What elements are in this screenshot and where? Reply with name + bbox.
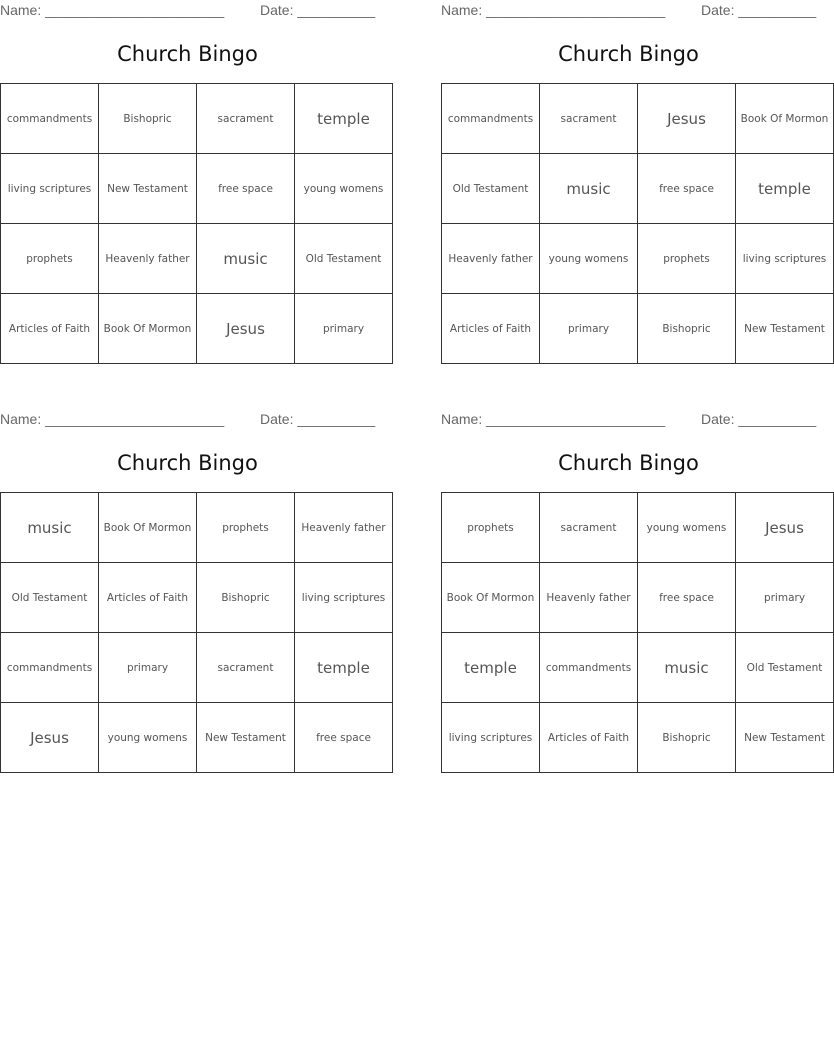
bingo-cell: living scriptures [736, 224, 834, 294]
grid-row [442, 563, 834, 633]
date-field-label: Date: __________ [701, 411, 817, 427]
bingo-cell: New Testament [736, 294, 834, 364]
bingo-cell: free space [295, 703, 393, 773]
bingo-cell: primary [99, 633, 197, 703]
bingo-cell: Old Testament [442, 154, 540, 224]
grid-row [1, 633, 393, 703]
bingo-cell: young womens [295, 154, 393, 224]
bingo-cell: prophets [1, 224, 99, 294]
grid-row [442, 493, 834, 563]
card-title: Church Bingo [117, 451, 258, 475]
bingo-cell: free space [638, 154, 736, 224]
bingo-cell: Book Of Mormon [736, 84, 834, 154]
bingo-cell: primary [540, 294, 638, 364]
grid-row [442, 224, 834, 294]
bingo-grid [441, 83, 834, 364]
bingo-card-2 [441, 0, 829, 365]
bingo-cell: free space [638, 563, 736, 633]
grid-row [1, 224, 393, 294]
bingo-cell: Book Of Mormon [99, 294, 197, 364]
name-date-row [441, 409, 816, 431]
bingo-card-1 [0, 0, 384, 365]
bingo-cell: prophets [638, 224, 736, 294]
grid-row [1, 154, 393, 224]
bingo-grid [0, 492, 393, 773]
bingo-cell: Old Testament [736, 633, 834, 703]
name-field-label: Name: _______________________ [0, 2, 225, 18]
bingo-cell: Articles of Faith [442, 294, 540, 364]
bingo-cell: Articles of Faith [99, 563, 197, 633]
bingo-cell: Book Of Mormon [442, 563, 540, 633]
bingo-card-3 [0, 409, 386, 774]
bingo-cell: music [540, 154, 638, 224]
bingo-cell: living scriptures [1, 154, 99, 224]
bingo-cell: Old Testament [295, 224, 393, 294]
bingo-cell: Jesus [638, 84, 736, 154]
bingo-cell: Articles of Faith [1, 294, 99, 364]
bingo-grid [441, 492, 834, 773]
bingo-cell: Heavenly father [540, 563, 638, 633]
grid-row [442, 633, 834, 703]
date-field-label: Date: __________ [260, 2, 376, 18]
bingo-cell: music [638, 633, 736, 703]
bingo-cell: sacrament [540, 84, 638, 154]
grid-row [1, 563, 393, 633]
bingo-cell: living scriptures [295, 563, 393, 633]
bingo-cell: New Testament [99, 154, 197, 224]
bingo-cell: young womens [638, 493, 736, 563]
bingo-cell: Jesus [736, 493, 834, 563]
grid-row [1, 703, 393, 773]
bingo-cell: music [197, 224, 295, 294]
bingo-cell: Jesus [197, 294, 295, 364]
bingo-cell: Bishopric [197, 563, 295, 633]
bingo-cell: Book Of Mormon [99, 493, 197, 563]
bingo-grid [0, 83, 393, 364]
bingo-cell: music [1, 493, 99, 563]
grid-row [1, 493, 393, 563]
bingo-cell: young womens [99, 703, 197, 773]
bingo-cell: young womens [540, 224, 638, 294]
card-title: Church Bingo [558, 451, 699, 475]
bingo-cell: commandments [1, 633, 99, 703]
name-date-row [0, 0, 375, 22]
bingo-cell: New Testament [736, 703, 834, 773]
date-field-label: Date: __________ [260, 411, 376, 427]
name-date-row [441, 0, 816, 22]
grid-row [442, 154, 834, 224]
bingo-cell: Bishopric [638, 703, 736, 773]
bingo-cell: sacrament [197, 84, 295, 154]
bingo-cell: New Testament [197, 703, 295, 773]
bingo-card-4 [441, 409, 825, 774]
bingo-cell: sacrament [197, 633, 295, 703]
bingo-cell: living scriptures [442, 703, 540, 773]
grid-row [1, 84, 393, 154]
bingo-cell: Jesus [1, 703, 99, 773]
bingo-cell: Heavenly father [99, 224, 197, 294]
bingo-cell: primary [295, 294, 393, 364]
bingo-cell: Bishopric [638, 294, 736, 364]
name-field-label: Name: _______________________ [441, 411, 666, 427]
bingo-cell: free space [197, 154, 295, 224]
grid-row [442, 294, 834, 364]
bingo-cell: Heavenly father [442, 224, 540, 294]
bingo-cell: primary [736, 563, 834, 633]
bingo-cell: Articles of Faith [540, 703, 638, 773]
bingo-cell: temple [736, 154, 834, 224]
name-date-row [0, 409, 375, 431]
bingo-cell: commandments [540, 633, 638, 703]
bingo-cell: temple [442, 633, 540, 703]
bingo-cell: commandments [442, 84, 540, 154]
bingo-cell: Old Testament [1, 563, 99, 633]
date-field-label: Date: __________ [701, 2, 817, 18]
name-field-label: Name: _______________________ [0, 411, 225, 427]
bingo-cell: Bishopric [99, 84, 197, 154]
grid-row [442, 84, 834, 154]
bingo-cell: sacrament [540, 493, 638, 563]
bingo-cell: prophets [197, 493, 295, 563]
grid-row [442, 703, 834, 773]
bingo-cell: prophets [442, 493, 540, 563]
bingo-cell: Heavenly father [295, 493, 393, 563]
bingo-cell: temple [295, 633, 393, 703]
bingo-cell: temple [295, 84, 393, 154]
grid-row [1, 294, 393, 364]
name-field-label: Name: _______________________ [441, 2, 666, 18]
bingo-cell: commandments [1, 84, 99, 154]
card-title: Church Bingo [558, 42, 699, 66]
card-title: Church Bingo [117, 42, 258, 66]
